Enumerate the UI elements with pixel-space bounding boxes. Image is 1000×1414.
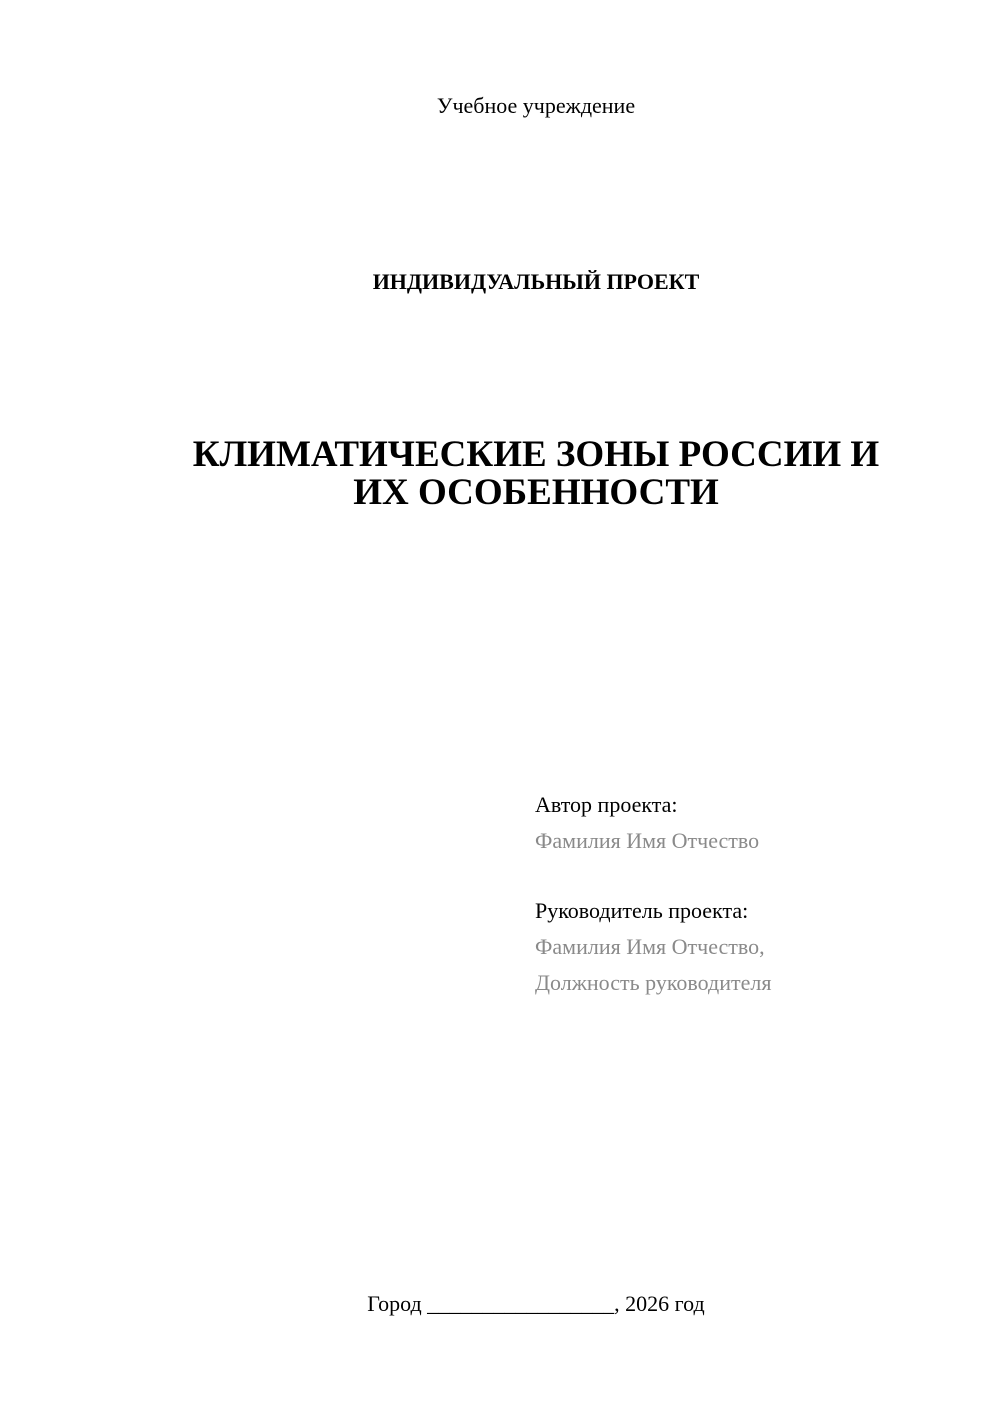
author-label: Автор проекта: — [535, 792, 678, 817]
supervisor-position: Должность руководителя — [535, 970, 772, 995]
supervisor-block — [535, 893, 771, 1001]
document-title-line-2: ИХ ОСОБЕННОСТИ — [353, 472, 719, 513]
city-year: Город _________________, 2026 год — [367, 1291, 705, 1316]
document-title-line-1: КЛИМАТИЧЕСКИЕ ЗОНЫ РОССИИ И — [192, 434, 880, 475]
author-block — [535, 787, 759, 859]
supervisor-name: Фамилия Имя Отчество, — [535, 934, 765, 959]
supervisor-label: Руководитель проекта: — [535, 898, 749, 923]
institution-name: Учебное учреждение — [436, 93, 636, 118]
document-title — [0, 436, 1000, 512]
author-name: Фамилия Имя Отчество — [535, 828, 760, 853]
document-type: ИНДИВИДУАЛЬНЫЙ ПРОЕКТ — [372, 269, 700, 294]
